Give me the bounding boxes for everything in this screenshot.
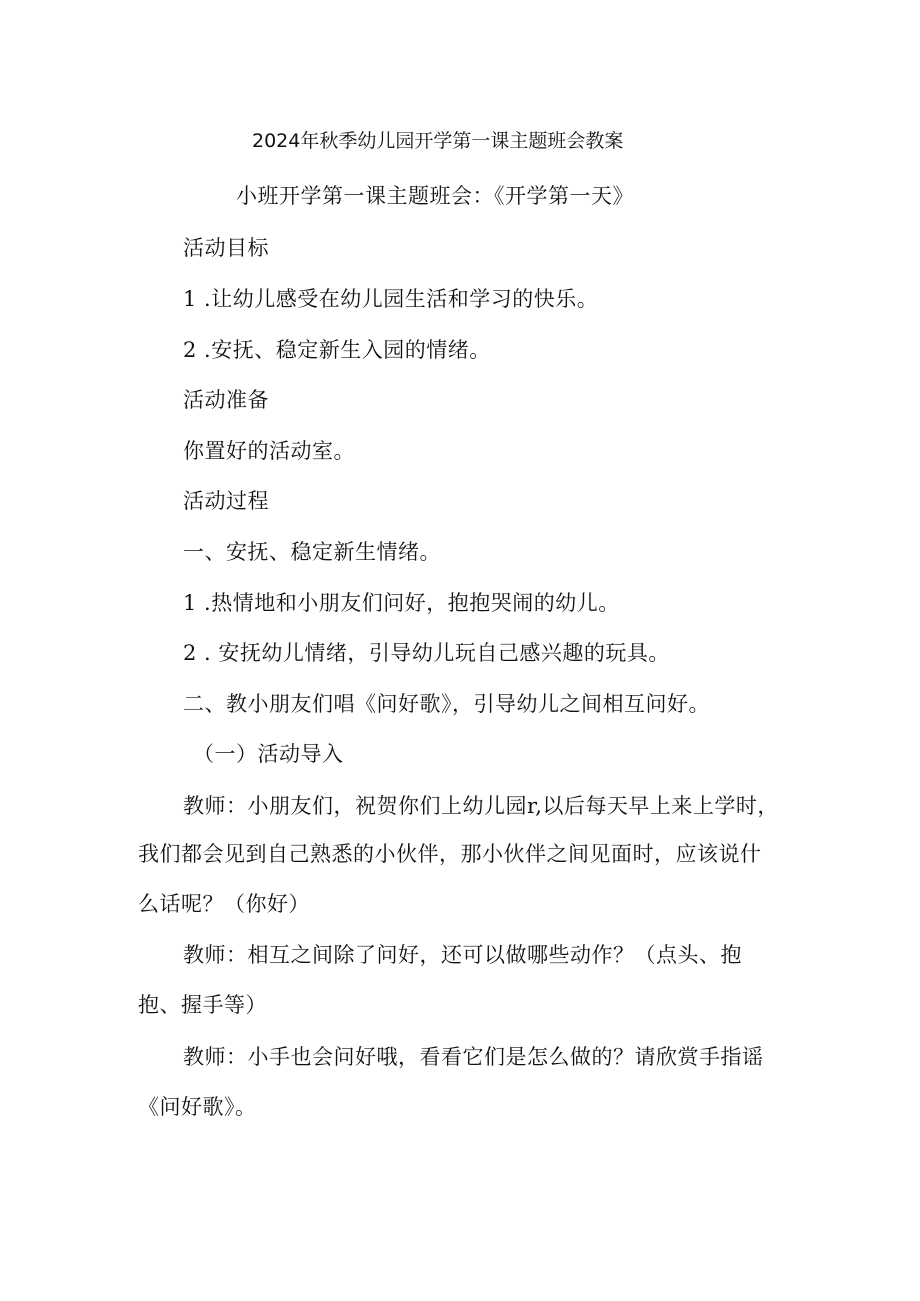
paragraph-1-line-1: 教师：小朋友们，祝贺你们上幼儿园r,以后每天早上来上学时， [183,794,779,818]
process-step-1-item-1: 1 .热情地和小朋友们问好，抱抱哭闹的幼儿。 [183,591,620,615]
paragraph-3-line-2: 《问好歌》。 [138,1095,257,1119]
section-heading-process: 活动过程 [183,489,269,513]
paragraph-1-line-2: 我们都会见到自己熟悉的小伙伴，那小伙伴之间见面时，应该说什 [138,842,762,866]
process-step-2: 二、教小朋友们唱《问好歌》，引导幼儿之间相互问好。 [183,692,710,716]
paragraph-1-line-3: 么话呢？（你好） [138,892,310,916]
paragraph-2-line-2: 抱、握手等） [138,993,267,1017]
document-subtitle: 小班开学第一课主题班会：《开学第一天》 [236,184,634,208]
document-title: 2024年秋季幼儿园开学第一课主题班会教案 [252,130,624,152]
process-step-1-item-2: 2 . 安抚幼儿情绪，引导幼儿玩自己感兴趣的玩具。 [183,641,670,665]
section-heading-goals: 活动目标 [183,236,269,260]
paragraph-2-line-1: 教师：相互之间除了问好，还可以做哪些动作？（点头、抱 [183,943,742,967]
preparation-text: 你置好的活动室。 [183,439,355,463]
subsection-intro: （一）活动导入 [193,742,344,766]
paragraph-3-line-1: 教师：小手也会问好哦，看看它们是怎么做的？请欣赏手指谣 [183,1045,764,1069]
section-heading-preparation: 活动准备 [183,388,269,412]
goal-item-2: 2 .安抚、稳定新生入园的情绪。 [183,338,491,362]
goal-item-1: 1 .让幼儿感受在幼儿园生活和学习的快乐。 [183,287,599,311]
process-step-1: 一、安抚、稳定新生情绪。 [183,540,441,564]
